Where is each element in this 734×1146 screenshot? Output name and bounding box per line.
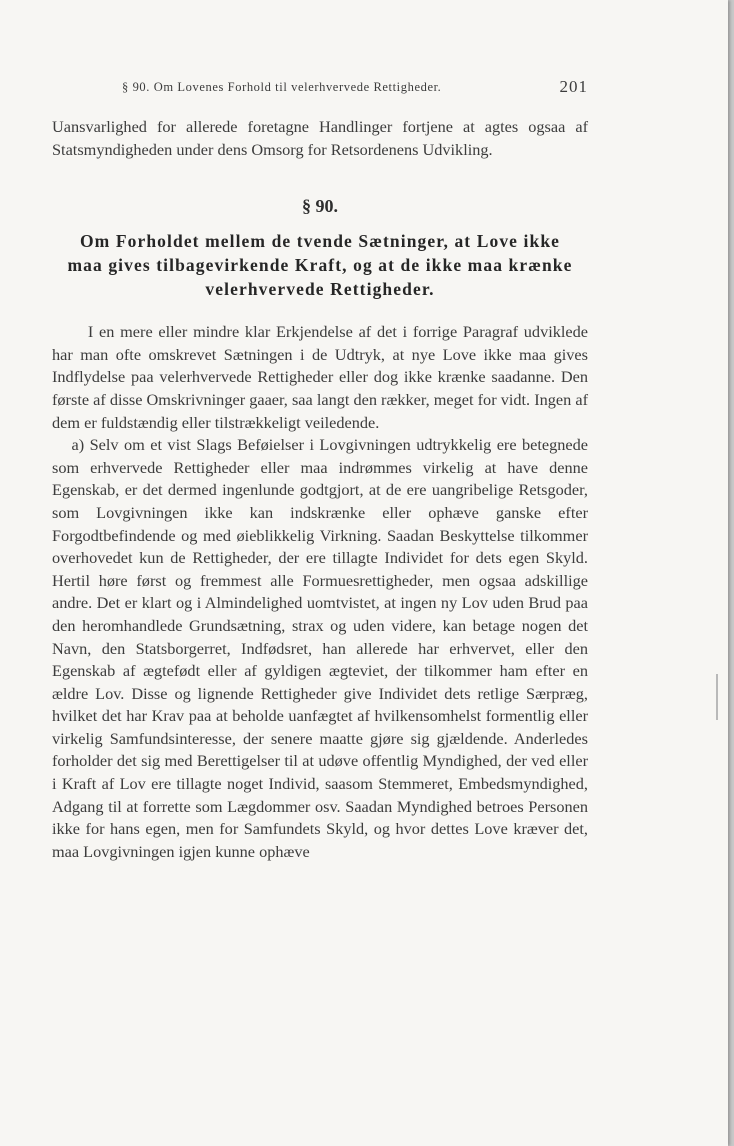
section-title-line: maa gives tilbagevirkende Kraft, og at de ikke maa krænke bbox=[67, 255, 573, 276]
section-title bbox=[52, 229, 588, 301]
section-number: § 90. bbox=[302, 196, 338, 217]
section-title-line: velerhvervede Rettigheder. bbox=[205, 279, 435, 300]
lead-paragraph: Uansvarlighed for allerede foretagne Handlinger fortjene at agtes ogsaa af Statsmyndigheden under dens Omsorg for Retsordenens Udvikling. bbox=[52, 117, 588, 159]
body-paragraph: I en mere eller mindre klar Erkjendelse af det i forrige Paragraf udviklede har man ofte omskrevet Sætningen i de Udtryk, at nye Love ikke maa gives Indflydelse paa velerhvervede Rettigheder eller dog ikke krænke saadanne. Den første af disse Omskrivninger gaaer, saa langt den rækker, meget for vidt. Ingen af dem er fuldstændig eller tilstrækkeligt veiledende. bbox=[52, 322, 588, 432]
margin-mark bbox=[716, 674, 718, 720]
page-number: 201 bbox=[559, 77, 588, 96]
running-header-text: § 90. Om Lovenes Forhold til velerhvervede Rettigheder. bbox=[122, 80, 442, 94]
running-header bbox=[52, 74, 588, 104]
body-paragraph: a) Selv om et vist Slags Beføielser i Lovgivningen udtrykkelig ere betegnede som erhvervede Rettigheder eller maa indrømmes virkelig at have denne Egenskab, er det dermed ingenlunde godtgjort, at de ere uangribelige Retsgoder, som Lovgivningen ikke kan indskrænke eller ophæve ganske efter Forgodtbefindende og med øieblikkelig Virkning. Saadan Beskyttelse tilkommer overhovedet kun de Rettigheder, der ere tillagte Individet for dets egen Skyld. Hertil høre først og fremmest alle Formuesrettigheder, men ogsaa adskillige andre. Det er klart og i Almindelighed uomtvistet, at ingen ny Lov uden Brud paa den heromhandlede Grundsætning, strax og uden videre, kan betage nogen det Navn, den Statsborgerret, Indfødsret, han allerede har erhvervet, eller den Egenskab af ægtefødt eller af gyldigen ægteviet, der tilkommer ham efter en ældre Lov. Disse og lignende Rettigheder give Individet dets retlige Særpræg, hvilket det har Krav paa at beholde uanfægtet af hvilkensomhelst formentlig eller virkelig Samfundsinteresse, der senere maatte gjøre sig gjældende. Anderledes forholder det sig med Berettigelser til at udøve offentlig Myndighed, der ved eller i Kraft af Lov ere tillagte noget Individ, saasom Stemmeret, Embedsmyndighed, Adgang til at forrette som Lægdommer osv. Saadan Myndighed betroes Personen ikke for hans egen, men for Samfundets Skyld, og hvor dettes Love kræver det, maa Lovgivningen igjen kunne ophæve bbox=[52, 435, 588, 861]
page-content bbox=[52, 74, 588, 863]
section-title-line: Om Forholdet mellem de tvende Sætninger, at Love ikke bbox=[79, 231, 561, 252]
